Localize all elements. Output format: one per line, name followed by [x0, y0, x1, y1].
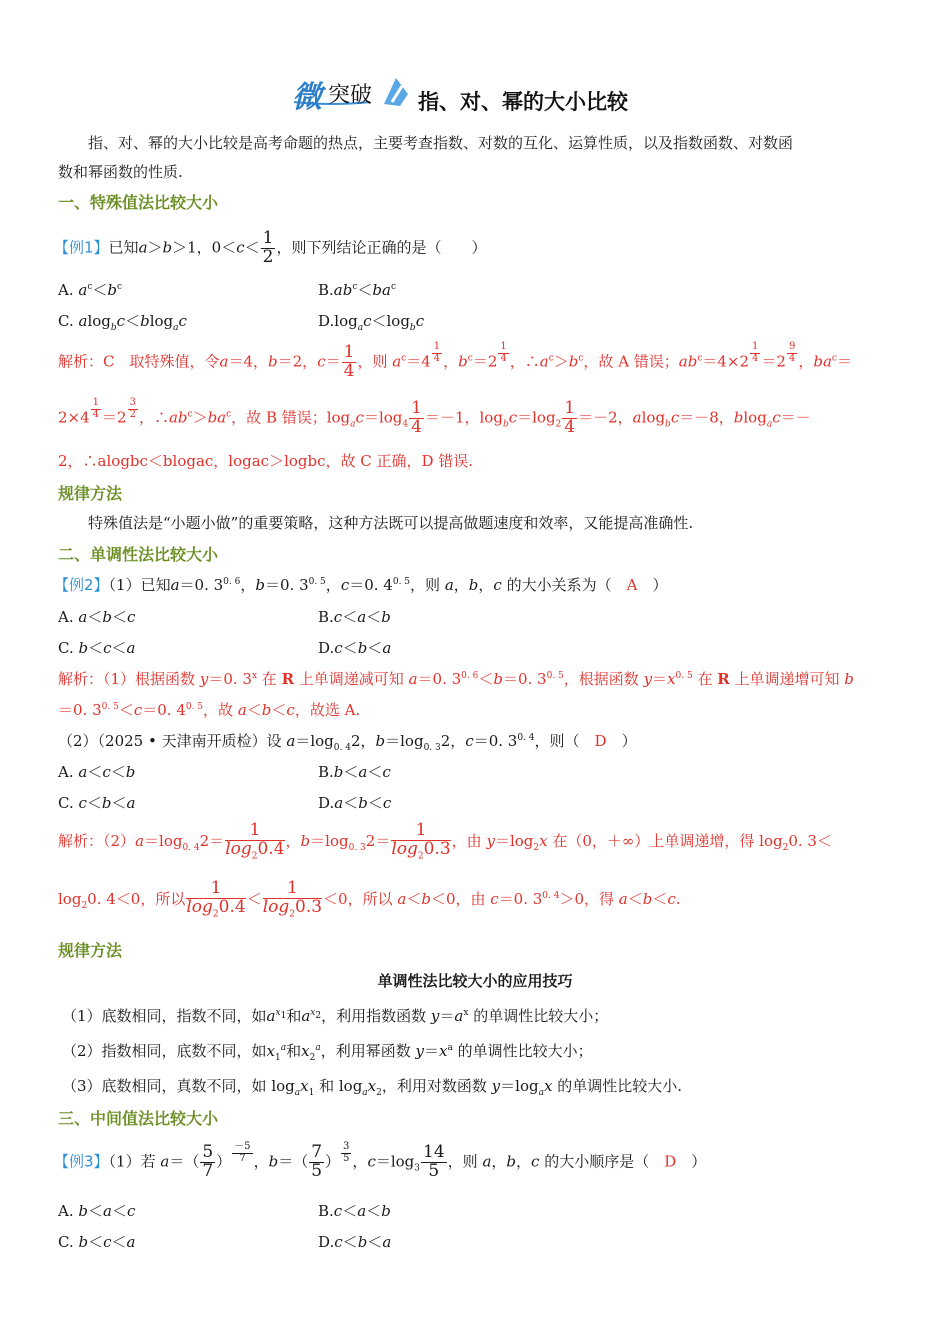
method-heading-1: 规律方法: [58, 484, 123, 503]
ex3-option-d: D.c＜b＜a: [318, 1233, 392, 1251]
q2-option-a: A. a＜c＜b: [58, 763, 136, 781]
section-heading-1: 一、特殊值法比较大小: [58, 193, 219, 212]
intro-line-2: 数和幂函数的性质.: [58, 163, 183, 181]
q2-option-b: B.b＜a＜c: [318, 763, 391, 781]
example-1-solution-line-2: 2×4 $\frac{1}{4}$ ＝2 $\frac{3}{2}$ ，$\therefore ab^c>ba^c$，故 B 错误；$\log_ac=\log_4$ $\frac{1}{4}$ ＝－1，$\log_bc=\log_2$ $\frac{1}{4}$ ＝－2，alog$_b$c＝－8，blog$_a$c＝－: [58, 397, 811, 437]
logo-text: 突破: [328, 83, 373, 108]
option-a: A. $a^c<b^c$: [58, 281, 123, 299]
method-text-1: 特殊值法是“小题小做”的重要策略，这种方法既可以提高做题速度和效率，又能提高准确性.: [88, 514, 694, 532]
example-3-stem: 【例3】（1）若 a＝（ $\frac{5}{7}$ ） $\frac{-5}{7}$ ，b＝（ $\frac{7}{5}$ ） $\frac{3}{5}$ ，$c=\log_3$ $\frac{14}{5}$ ，则 a，b，c 的大小顺序是（ D ）: [54, 1141, 707, 1181]
header-logo: [292, 72, 417, 115]
example-2-q1: 【例2】（1）已知a＝0. $3^{0. 6}$，b＝0. $3^{0. 5}$，c＝0. $4^{0. 5}$，则 a，b，c 的大小关系为（ A ）: [54, 576, 668, 594]
ex3-option-c: C. b＜c＜a: [58, 1233, 136, 1251]
example-tag: 【例1】: [54, 238, 109, 257]
q1-option-b: B.c＜a＜b: [318, 608, 391, 626]
option-d: $D.\log_ac<\log_bc$: [318, 312, 425, 333]
example-1-solution-line-1: 解析：C 取特殊值，令a＝4，b＝2，c＝ $\frac{1}{4}$ ，则 $a^c=4$ $\frac{1}{4}$ ，$b^c=2$ $\frac{1}{4}$ ，$\therefore a^c>b^c$，故 A 错误；$ab^c=4\times 2$ $\frac{1}{4}$ ＝2 $\frac{9}{4}$ ，$ba^c=$: [58, 341, 852, 381]
example-2-solution-1-line-2: ＝0. $3^{0. 5}<c=0$. $4^{0. 5}$，故 a＜b＜c，故选 A.: [58, 701, 361, 719]
logo-char: 微: [292, 80, 322, 115]
method-subtitle: 单调性法比较大小的应用技巧: [377, 972, 573, 990]
rule-1: （1）底数相同，指数不同，如$a^{x_1}$和$a^{x_2}$，利用指数函数 $y=a^x$ 的单调性比较大小；: [62, 1007, 609, 1025]
example-2-solution-2-line-2: $\log_20$. 4＜0，所以 $\frac{1}{\log_20.4}$ ＜ $\frac{1}{\log_20.3}$ ＜0，所以 a＜b＜0，由 c＝0. $3^{0. 4}>0$，得 a＜b＜c.: [58, 878, 681, 920]
q2-option-c: C. c＜b＜a: [58, 794, 136, 812]
q1-option-a: A. a＜b＜c: [58, 608, 136, 626]
example-2-solution-1-line-1: 解析：（1）根据函数 y＝0. 3$^x$ 在 R 上单调递减可知 a＝0. $3^{0. 6}<b=0$. $3^{0. 5}$，根据函数 $y=x^{0. 5}$ 在 R 上单调递增可知 b: [58, 670, 854, 688]
section-heading-3: 三、中间值法比较大小: [58, 1109, 219, 1128]
example-1-solution-line-3: 2，∴alogbc＜blogac，logac＞logbc，故 C 正确，D 错误.: [58, 452, 474, 470]
method-heading-2: 规律方法: [58, 941, 123, 960]
example-2-solution-2-line-1: 解析：$(2)a=\log_{0. 4}2=$ $\frac{1}{\log_20.4}$ ，$b=\log_{0. 3}2=$ $\frac{1}{\log_20.3}$ ，由 $y=\log_2x$ 在（0，＋∞）上单调递增，得 $\log_20$. 3＜: [58, 820, 832, 862]
rule-2: （2）指数相同，底数不同，如$x_1^a$和$x_2^a$，利用幂函数 $y=x^a$ 的单调性比较大小；: [62, 1042, 593, 1063]
ex3-option-b: B.c＜a＜b: [318, 1202, 391, 1220]
q1-option-c: C. b＜c＜a: [58, 639, 136, 657]
example-1-stem: 【例1】已知a＞b＞1，0＜c＜ $\frac{1}{2}$ ，则下列结论正确的是（ ）: [54, 228, 487, 267]
q1-option-d: D.c＜b＜a: [318, 639, 392, 657]
option-c: C. alog$_b$c＜blog$_a$c: [58, 312, 187, 333]
intro-line-1: 指、对、幂的大小比较是高考命题的热点，主要考查指数、对数的互化、运算性质，以及指数函数、对数函: [88, 134, 794, 152]
q2-option-d: D.a＜b＜c: [318, 794, 392, 812]
example-2-q2: （2）（2025 • 天津南开质检）设 $a=\log_{0. 4}2$，$b=\log_{0. 3}2$，c＝0. $3^{0. 4}$，则（ D ）: [58, 732, 637, 753]
rule-3: （3）底数相同，真数不同，如 $\log_ax_1$ 和 $\log_ax_2$，利用对数函数 $y=\log_ax$ 的单调性比较大小.: [62, 1077, 682, 1098]
page-title: 指、对、幂的大小比较: [418, 90, 628, 114]
option-b: $B.ab^c<ba^c$: [318, 281, 396, 299]
section-heading-2: 二、单调性法比较大小: [58, 545, 219, 564]
ex3-option-a: A. b＜a＜c: [58, 1202, 136, 1220]
